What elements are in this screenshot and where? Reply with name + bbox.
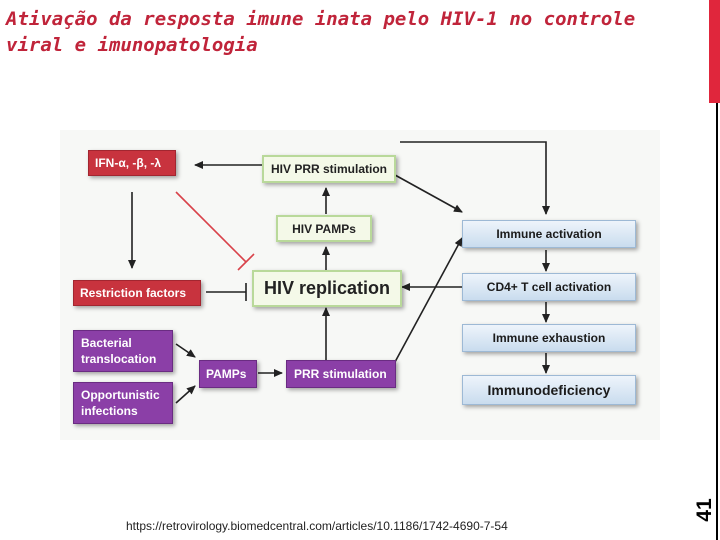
arrow-bacterial-to-pamps <box>176 344 195 357</box>
prr-stimulation-box: PRR stimulation <box>286 360 396 388</box>
slide-number: 41 <box>693 498 716 522</box>
pamps-box: PAMPs <box>199 360 257 388</box>
restriction-factors-box: Restriction factors <box>73 280 201 306</box>
opportunistic-infections-box: Opportunistic infections <box>73 382 173 424</box>
arrow-prr-to-immune-activation <box>395 175 462 212</box>
slide-title: Ativação da resposta imune inata pelo HIV-1 no controle viral e imunopatologia <box>6 8 636 56</box>
arrow-top-to-immune-activation <box>400 142 546 214</box>
hiv-prr-stimulation-box: HIV PRR stimulation <box>262 155 396 183</box>
inhibit-ifn-to-replication <box>176 192 246 262</box>
immunodeficiency-box: Immunodeficiency <box>462 375 636 405</box>
source-link[interactable]: https://retrovirology.biomedcentral.com/articles/10.1186/1742-4690-7-54 <box>126 519 508 533</box>
hiv-pamps-box: HIV PAMPs <box>276 215 372 242</box>
arrow-prrstim-to-immune-activation <box>395 238 462 362</box>
cd4-activation-box: CD4+ T cell activation <box>462 273 636 301</box>
arrow-opportunistic-to-pamps <box>176 386 195 403</box>
bacterial-translocation-box: Bacterial translocation <box>73 330 173 372</box>
hiv-replication-box: HIV replication <box>252 270 402 307</box>
immune-exhaustion-box: Immune exhaustion <box>462 324 636 352</box>
ifn-box: IFN-α, -β, -λ <box>88 150 176 176</box>
immune-activation-box: Immune activation <box>462 220 636 248</box>
